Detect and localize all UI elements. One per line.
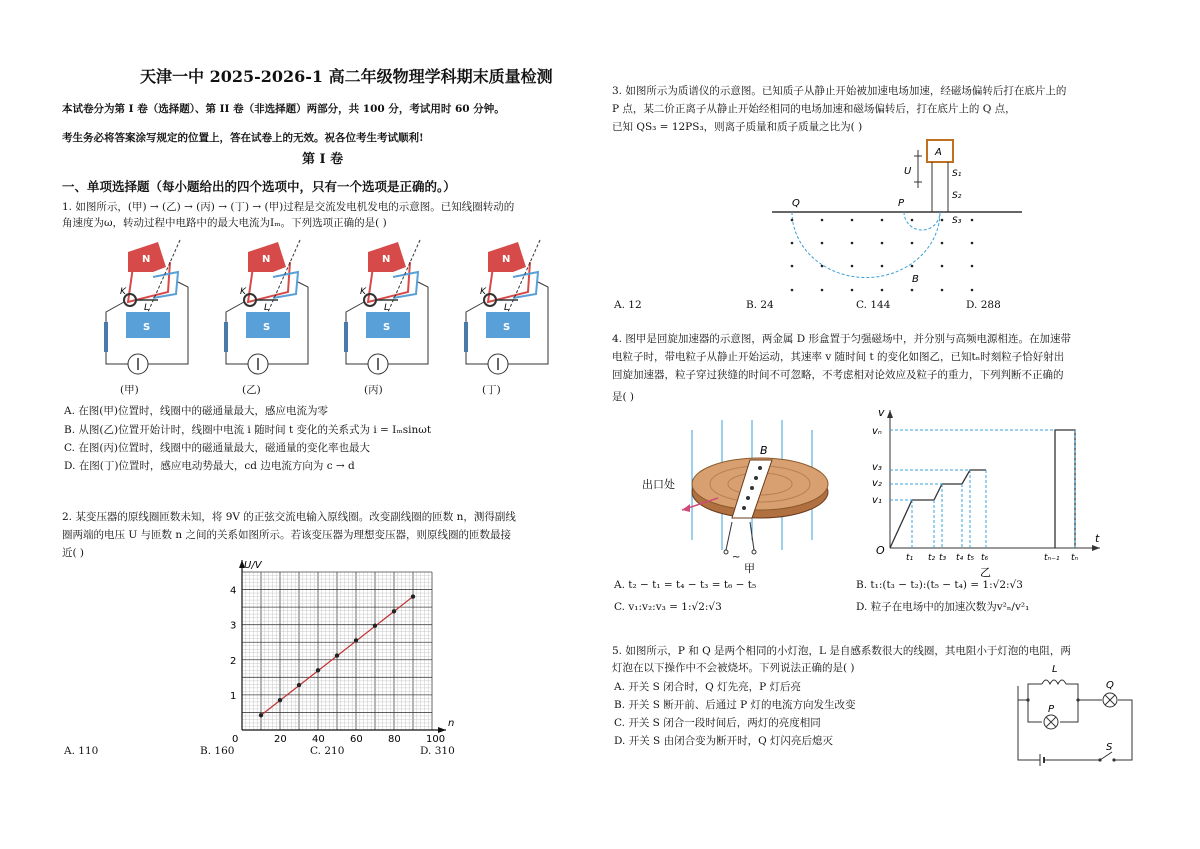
origin-label: 0 — [232, 734, 239, 745]
caption-yi: (乙) — [242, 384, 261, 396]
data-point — [373, 624, 377, 628]
tick-t3: t₃ — [939, 553, 947, 563]
origin-label: O — [876, 544, 885, 557]
tick-tn1: tₙ₋₁ — [1044, 553, 1060, 563]
part-title: 第 I 卷 — [302, 152, 344, 167]
label-a: A — [935, 147, 942, 158]
data-point — [297, 683, 301, 687]
label-inductor-l: L — [1052, 664, 1058, 675]
label-u: U — [904, 166, 912, 177]
label-p: P — [898, 198, 905, 209]
label-s2: S₂ — [952, 191, 962, 201]
y-axis-label: U/V — [244, 560, 262, 571]
data-point — [316, 668, 320, 672]
y-tick-label: 4 — [230, 585, 237, 597]
q3-option-a[interactable]: A. 12 — [614, 299, 642, 311]
caption-vt-yi: 乙 — [980, 566, 991, 579]
tick-tn: tₙ — [1071, 553, 1079, 563]
data-point — [411, 594, 415, 598]
data-point — [354, 638, 358, 642]
q5-option-b[interactable]: B. 开关 S 断开前、后通过 P 灯的电流方向发生改变 — [614, 699, 856, 711]
section-title: 一、单项选择题（每小题给出的四个选项中，只有一个选项是正确的。） — [62, 179, 456, 194]
q3-option-d[interactable]: D. 288 — [966, 299, 1001, 311]
q5-option-a[interactable]: A. 开关 S 闭合时，Q 灯先亮，P 灯后亮 — [614, 681, 801, 693]
q2-option-c[interactable]: C. 210 — [310, 745, 345, 757]
generator-figure-ding — [464, 240, 548, 374]
x-tick-label: 40 — [312, 734, 325, 745]
q2-option-b[interactable]: B. 160 — [200, 745, 235, 757]
label-b: B — [912, 274, 919, 285]
q4-option-d[interactable]: D. 粒子在电场中的加速次数为v²ₙ/v²₁ — [856, 601, 1030, 613]
q1-stem-line1: 1. 如图所示，(甲) → (乙) → (丙) → (丁) → (甲)过程是交流发电机发电的示意图。已知线圈转动的 — [62, 201, 515, 213]
x-axis-label: n — [448, 718, 455, 729]
q4-stem-line4: 是( ) — [612, 391, 635, 403]
q2-stem-line2: 圈两端的电压 U 与匝数 n 之间的关系如图所示。若该变压器为理想变压器，则原线圈的匝数最接 — [62, 529, 511, 541]
svg-text:K: K — [120, 287, 126, 297]
label-lamp-p: P — [1048, 704, 1055, 715]
tick-t2: t₂ — [928, 553, 936, 563]
q3-mass-spectrometer-figure — [762, 136, 1022, 296]
q1-option-a[interactable]: A. 在图(甲)位置时，线圈中的磁通量最大，感应电流为零 — [64, 405, 328, 417]
caption-jia: (甲) — [120, 384, 139, 396]
tick-t6: t₆ — [981, 553, 989, 563]
label-b-field: B — [760, 444, 768, 457]
q1-option-d[interactable]: D. 在图(丁)位置时，感应电动势最大，cd 边电流方向为 c → d — [64, 460, 355, 472]
q4-option-c[interactable]: C. v₁:v₂:v₃ = 1:√2:√3 — [614, 601, 722, 613]
q3-stem-line2: P 点，某二价正离子从静止开始经相同的电场加速和磁场偏转后，打在底片上的 Q 点， — [612, 103, 1016, 115]
q4-vt-graph — [870, 404, 1105, 582]
label-lamp-q: Q — [1106, 680, 1114, 691]
y-tick-label: 3 — [230, 620, 237, 632]
svg-text:N: N — [142, 254, 151, 265]
data-point — [392, 609, 396, 613]
q3-option-c[interactable]: C. 144 — [856, 299, 891, 311]
q3-stem-line3: 已知 QS₃ = 12PS₃，则离子质量和质子质量之比为( ) — [612, 121, 863, 133]
tick-t4: t₄ — [956, 553, 964, 563]
label-q: Q — [792, 198, 800, 209]
q4-cyclotron-figure — [622, 410, 862, 578]
axis-v-label: v — [878, 406, 885, 419]
exam-intro: 本试卷分为第 I 卷（选择题）、第 II 卷（非选择题）两部分，共 100 分，考试用时 60 分钟。 — [62, 103, 505, 115]
tick-t1: t₁ — [906, 553, 914, 563]
tick-t5: t₅ — [967, 553, 975, 563]
q2-option-d[interactable]: D. 310 — [420, 745, 455, 757]
q4-stem-line2: 电粒子时，带电粒子从静止开始运动，其速率 v 随时间 t 的变化如图乙，已知tₙ时刻粒子恰好射出 — [612, 351, 1065, 363]
magnetic-field-dots — [791, 219, 974, 292]
generator-figure-bing — [344, 240, 428, 374]
x-tick-label: 20 — [274, 734, 287, 745]
tick-v1: v₁ — [872, 495, 882, 506]
q5-option-c[interactable]: C. 开关 S 闭合一段时间后，两灯的亮度相同 — [614, 717, 821, 729]
data-point — [259, 713, 263, 717]
caption-ding: (丁) — [482, 384, 501, 396]
q4-option-b[interactable]: B. t₁:(t₃ − t₂):(t₅ − t₄) = 1:√2:√3 — [856, 579, 1023, 591]
generator-figure-jia — [104, 240, 188, 374]
exam-notice: 考生务必将答案涂写规定的位置上，答在试卷上的无效。祝各位考生考试顺利! — [62, 132, 424, 144]
page-title: 天津一中 2025-2026-1 高二年级物理学科期末质量检测 — [140, 67, 553, 86]
svg-text:L: L — [144, 303, 150, 313]
x-tick-label: 80 — [388, 734, 401, 745]
q2-stem-line3: 近( ) — [62, 547, 85, 559]
q1-option-b[interactable]: B. 从图(乙)位置开始计时，线圈中电流 i 随时间 t 变化的关系式为 i = Iₘsinωt — [64, 424, 432, 436]
data-point — [278, 698, 282, 702]
data-point — [335, 653, 339, 657]
label-s1: S₁ — [952, 169, 962, 179]
x-tick-label: 100 — [426, 734, 446, 745]
x-axis-arrow — [438, 727, 446, 733]
q1-option-c[interactable]: C. 在图(丙)位置时，线圈中的磁通量最大，磁通量的变化率也最大 — [64, 442, 371, 454]
tick-v2: v₂ — [872, 478, 882, 489]
q4-stem-line1: 4. 图甲是回旋加速器的示意图，两金属 D 形盒置于匀强磁场中，并分别与高频电源相连。在加速带 — [612, 333, 1071, 345]
y-tick-label: 2 — [230, 655, 237, 667]
y-tick-label: 1 — [230, 690, 237, 702]
label-s3: S₃ — [952, 216, 962, 226]
q5-stem-line2: 灯泡在以下操作中不会被烧坏。下列说法正确的是( ) — [612, 662, 855, 674]
caption-cyclotron-jia: 甲 — [744, 562, 755, 575]
label-switch-s: S — [1106, 742, 1113, 753]
caption-bing: (丙) — [364, 384, 383, 396]
svg-text:S: S — [143, 322, 151, 333]
q5-option-d[interactable]: D. 开关 S 由闭合变为断开时，Q 灯闪亮后熄灭 — [614, 735, 834, 747]
q2-chart — [210, 560, 510, 750]
q4-stem-line3: 回旋加速器，粒子穿过狭缝的时间不可忽略，不考虑相对论效应及粒子的重力，下列判断不正确的 — [612, 369, 1064, 381]
q4-option-a[interactable]: A. t₂ − t₁ = t₄ − t₃ = t₆ − t₅ — [614, 579, 757, 591]
q2-stem-line1: 2. 某变压器的原线圈匝数未知，将 9V 的正弦交流电输入原线圈。改变副线圈的匝数 n，测得副线 — [62, 511, 516, 523]
axis-t-label: t — [1095, 532, 1100, 545]
tick-v3: v₃ — [872, 462, 882, 473]
tick-vn: vₙ — [872, 426, 882, 437]
label-ac-source: ~ — [732, 552, 741, 563]
q1-generator-figures — [98, 232, 578, 402]
q3-stem-line1: 3. 如图所示为质谱仪的示意图。已知质子从静止开始被加速电场加速，经磁场偏转后打在底片上的 — [612, 85, 1067, 97]
q5-stem-line1: 5. 如图所示，P 和 Q 是两个相同的小灯泡，L 是自感系数很大的线圈，其电阻小于灯泡的电阻，两 — [612, 645, 1071, 657]
q1-stem-line2: 角速度为ω，转动过程中电路中的最大电流为Iₘ。下列选项正确的是( ) — [62, 217, 387, 229]
q5-circuit-figure — [1000, 660, 1140, 772]
label-exit: 出口处 — [642, 478, 675, 491]
q2-option-a[interactable]: A. 110 — [64, 745, 99, 757]
x-tick-label: 60 — [350, 734, 363, 745]
generator-figure-yi — [224, 240, 308, 374]
q3-option-b[interactable]: B. 24 — [746, 299, 774, 311]
